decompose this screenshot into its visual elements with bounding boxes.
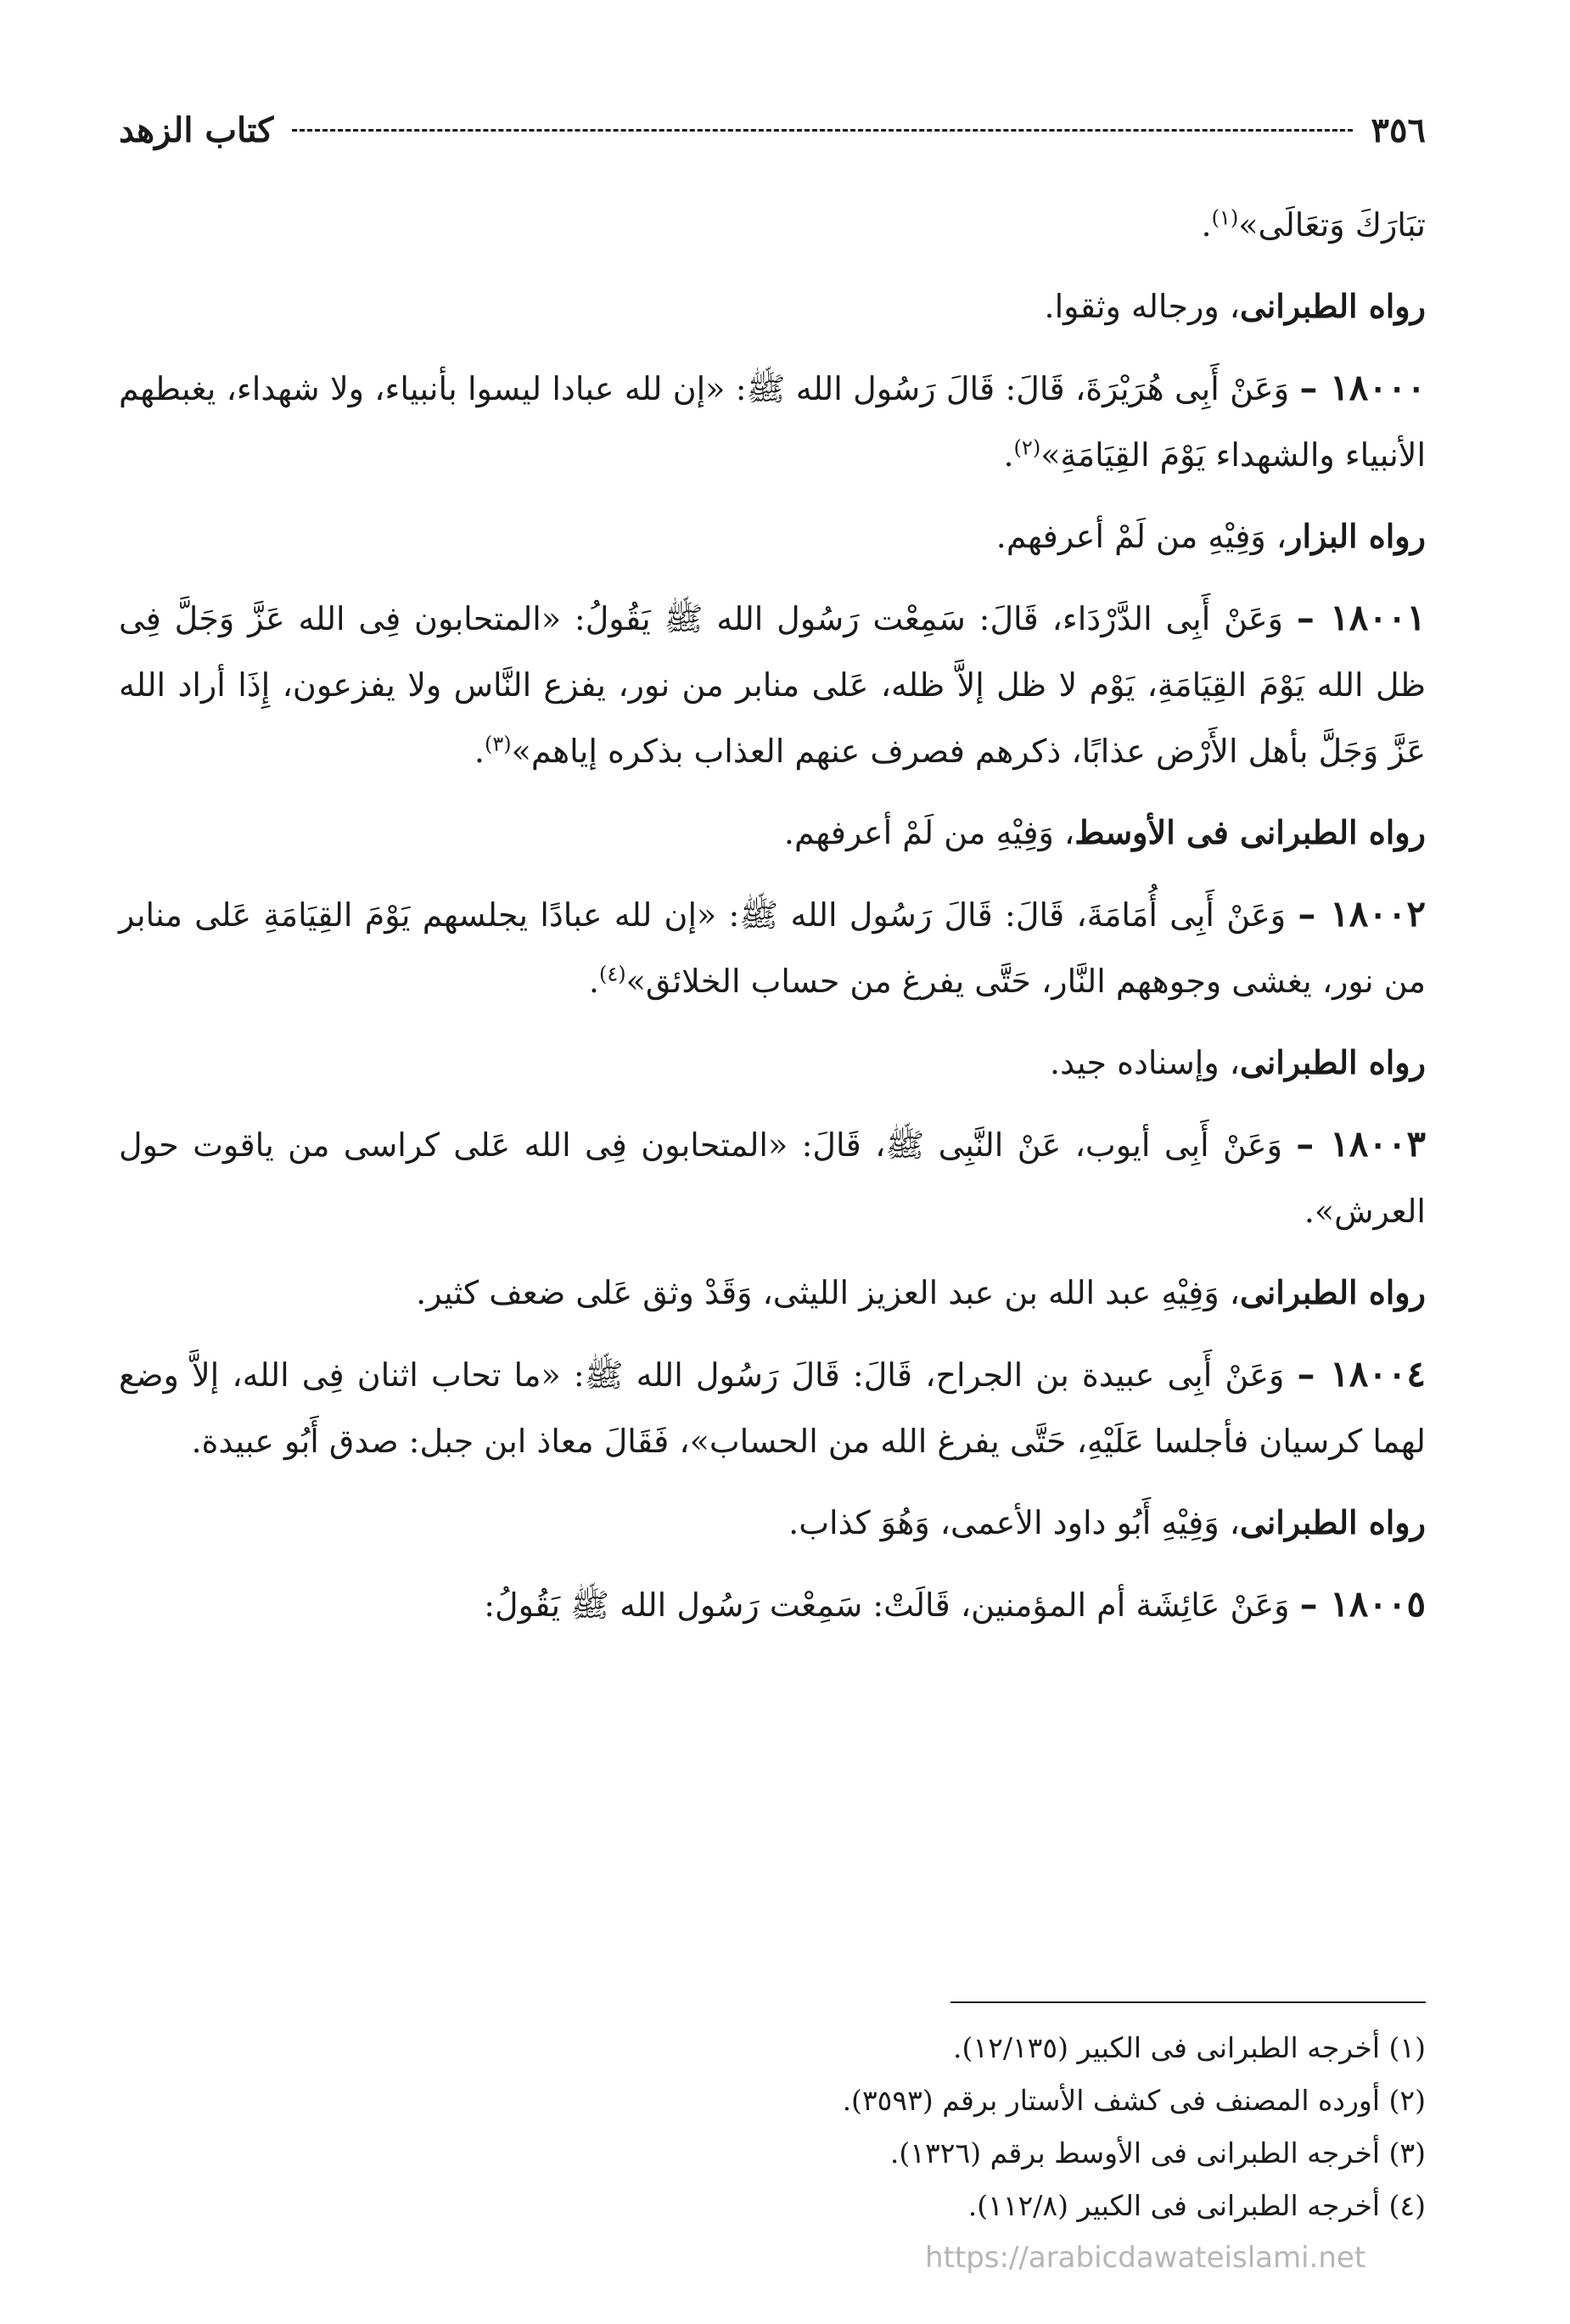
paragraph xyxy=(119,192,1426,258)
page xyxy=(119,100,1426,2273)
source-lead: رواه البزار xyxy=(1287,517,1426,555)
hadith-paragraph xyxy=(119,1571,1426,1638)
hadith-paragraph xyxy=(119,355,1426,488)
header-rule xyxy=(292,129,1352,132)
hadith-number: ١٨٠٠٠ – xyxy=(1299,367,1426,408)
footnote: (١) أخرجه الطبرانى فى الكبير (١٢/١٣٥). xyxy=(953,2031,1426,2064)
paragraph-tail: . xyxy=(474,733,485,770)
footnote: (٢) أورده المصنف فى كشف الأستار برقم (٣٥٩٣). xyxy=(842,2084,1426,2117)
paragraph-text: وَعَنْ أَبِى هُرَيْرَةَ، قَالَ: قَالَ رَسُول الله ﷺ: «إن لله عبادا ليسوا بأنبياء، ولا شهداء، يغبطهم الأنبياء والشهداء يَوْمَ القِيَامَةِ» xyxy=(119,370,1426,474)
source-text: ، وَفِيْهِ من لَمْ أعرفهم. xyxy=(995,518,1287,555)
book-title: كتاب الزهد xyxy=(119,109,274,150)
hadith-number: ١٨٠٠١ – xyxy=(1296,597,1426,638)
source-lead: رواه الطبرانى xyxy=(1240,1503,1426,1541)
footnote-ref: (٢) xyxy=(1013,435,1041,460)
source-text: ، وَفِيْهِ أَبُو داود الأعمى، وَهُوَ كذاب. xyxy=(788,1504,1241,1541)
hadith-paragraph xyxy=(119,585,1426,784)
hadith-paragraph xyxy=(119,881,1426,1014)
source-note xyxy=(119,1030,1426,1096)
source-text: ، ورجاله وثقوا. xyxy=(1044,288,1241,325)
hadith-number: ١٨٠٠٢ – xyxy=(1298,893,1426,935)
source-text: ، وَفِيْهِ عبد الله بن عبد العزيز الليثى، وَقَدْ وثق عَلى ضعف كثير. xyxy=(416,1274,1241,1311)
footnotes xyxy=(119,2001,1426,2232)
footnote-rule xyxy=(950,2001,1426,2003)
paragraph-tail: . xyxy=(1003,436,1014,474)
hadith-paragraph xyxy=(119,1111,1426,1244)
paragraph-tail: . xyxy=(1201,206,1212,244)
page-number: ٣٥٦ xyxy=(1371,109,1426,150)
paragraph-text: وَعَنْ أَبِى الدَّرْدَاء، قَالَ: سَمِعْت رَسُول الله ﷺ يَقُولُ: «المتحابون فِى الله عَزَّ وَجَلَّ فِى ظل الله يَوْمَ القِيَامَةِ، يَوْم لا ظل إلاَّ ظله، عَلى منابر من نور، يفزع النَّاس ولا يفزعون، إِذَا أراد الله عَزَّ وَجَلَّ بأهل الأَرْض عذابًا، ذكرهم فصرف عنهم العذاب بذكره إياهم» xyxy=(119,600,1426,770)
source-note xyxy=(119,1490,1426,1556)
footnote: (٤) أخرجه الطبرانى فى الكبير (١١٢/٨). xyxy=(967,2189,1426,2222)
footnote: (٣) أخرجه الطبرانى فى الأوسط برقم (١٣٢٦). xyxy=(889,2136,1426,2170)
paragraph-text: وَعَنْ أَبِى عبيدة بن الجراح، قَالَ: قَالَ رَسُول الله ﷺ: «ما تحاب اثنان فِى الله، إلاَّ وضع لهما كرسيان فأجلسا عَلَيْهِ، حَتَّى يفرغ الله من الحساب»، فَقَالَ معاذ ابن جبل: صدق أَبُو عبيدة. xyxy=(119,1356,1426,1460)
hadith-number: ١٨٠٠٥ – xyxy=(1299,1583,1426,1625)
paragraph-text: وَعَنْ أَبِى أيوب، عَنْ النَّبِى ﷺ، قَالَ: «المتحابون فِى الله عَلى كراسى من ياقوت حول العرش». xyxy=(119,1126,1426,1230)
hadith-number: ١٨٠٠٤ – xyxy=(1297,1353,1426,1395)
source-lead: رواه الطبرانى xyxy=(1240,1043,1426,1081)
hadith-number: ١٨٠٠٣ – xyxy=(1296,1123,1426,1165)
paragraph-text: وَعَنْ عَائِشَة أم المؤمنين، قَالَتْ: سَمِعْت رَسُول الله ﷺ يَقُولُ: xyxy=(484,1586,1290,1624)
hadith-paragraph xyxy=(119,1341,1426,1474)
source-text: ، وَفِيْهِ من لَمْ أعرفهم. xyxy=(783,814,1075,851)
source-lead: رواه الطبرانى xyxy=(1240,287,1426,325)
source-note xyxy=(119,503,1426,570)
source-lead: رواه الطبرانى فى الأوسط xyxy=(1074,813,1426,851)
source-note xyxy=(119,800,1426,866)
footnote-ref: (٣) xyxy=(484,732,512,756)
paragraph-tail: . xyxy=(588,963,599,1000)
paragraph-text: وَعَنْ أَبِى أُمَامَةَ، قَالَ: قَالَ رَسُول الله ﷺ: «إن لله عبادًا يجلسهم يَوْمَ القِيَامَةِ عَلى منابر من نور، يغشى وجوههم النَّار، حَتَّى يفرغ من حساب الخلائق» xyxy=(119,896,1426,1000)
running-header xyxy=(119,100,1426,160)
watermark: https://arabicdawateislami.net xyxy=(925,2241,1366,2275)
source-note xyxy=(119,1260,1426,1326)
source-note xyxy=(119,273,1426,340)
source-lead: رواه الطبرانى xyxy=(1240,1273,1426,1311)
source-text: ، وإسناده جيد. xyxy=(1050,1044,1241,1081)
footnote-ref: (٤) xyxy=(599,962,626,986)
footnote-ref: (١) xyxy=(1211,205,1239,230)
paragraph-text: تبَارَكَ وَتعَالَى» xyxy=(1238,206,1426,244)
body-text xyxy=(119,192,1426,1638)
